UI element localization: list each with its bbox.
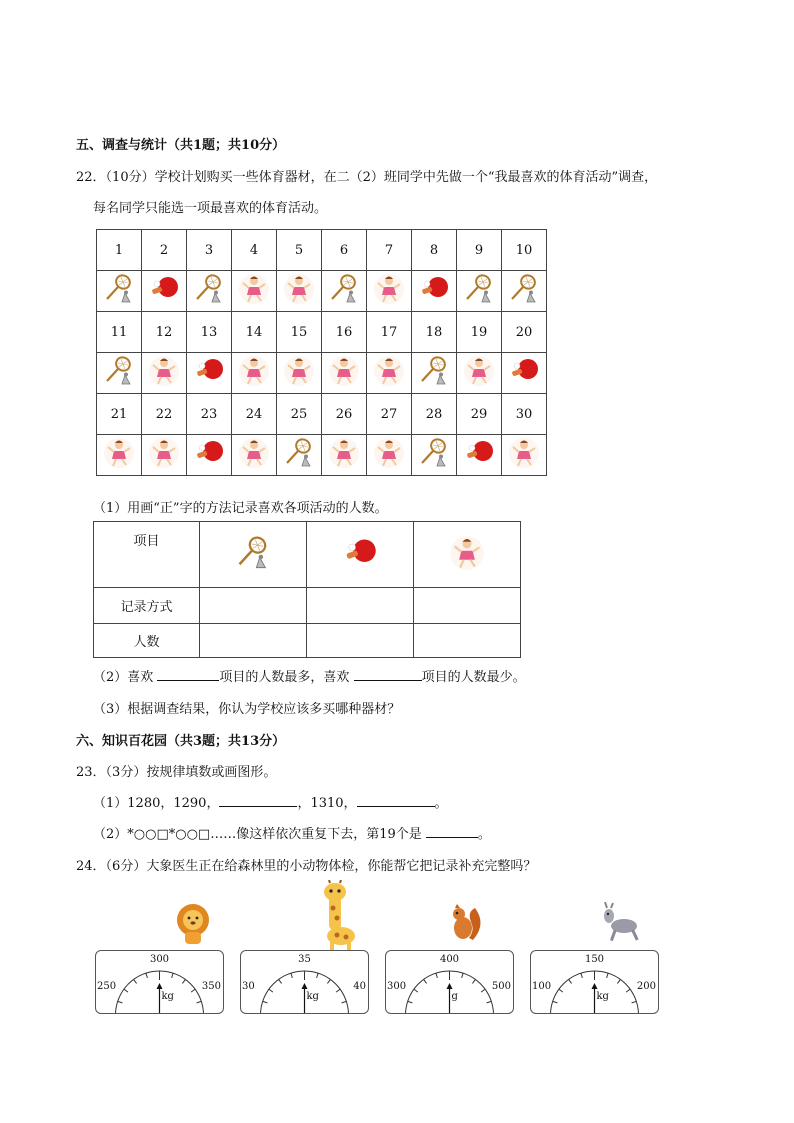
table-header-label: 项目 (94, 522, 200, 588)
student-number: 8 (412, 230, 457, 271)
squirrel-icon (445, 902, 485, 946)
scale-gauge (240, 950, 369, 1014)
dance-icon (142, 353, 187, 394)
badminton-icon (502, 271, 547, 312)
student-number: 26 (322, 394, 367, 435)
table-col-badminton (200, 522, 307, 588)
student-number: 30 (502, 394, 547, 435)
q22-line1: 22．（10分）学校计划购买一些体育器材，在二（2）班同学中先做一个“我最喜欢的体育活动”调查， (76, 170, 658, 185)
dance-icon (277, 271, 322, 312)
section-6-title: 六、知识百花园（共3题；共13分） (76, 734, 286, 749)
gauge-top-label: 300 (149, 954, 170, 965)
dance-icon (367, 435, 412, 476)
answer-blank[interactable] (426, 825, 478, 838)
answer-blank[interactable] (157, 668, 219, 681)
scale-gauge (530, 950, 659, 1014)
dance-icon (232, 435, 277, 476)
student-number: 16 (322, 312, 367, 353)
student-number: 20 (502, 312, 547, 353)
q24-line1: 24．（6分）大象医生正在给森林里的小动物体检，你能帮它把记录补充完整吗？ (76, 859, 537, 874)
gauge-unit: g (451, 991, 458, 1002)
student-number: 21 (97, 394, 142, 435)
q22-sub2-part-c: 项目的人数最少。 (421, 670, 526, 685)
badminton-icon (412, 353, 457, 394)
q22-sub2 (93, 666, 526, 685)
pingpong-icon (457, 435, 502, 476)
dance-icon (449, 560, 485, 575)
q23-line1: 23．（3分）按规律填数或画图形。 (76, 765, 277, 780)
dance-icon (277, 353, 322, 394)
gauge-unit: kg (161, 991, 174, 1002)
gauge-left-label: 30 (242, 981, 255, 992)
badminton-icon (457, 271, 502, 312)
pingpong-icon (412, 271, 457, 312)
student-number: 24 (232, 394, 277, 435)
table-row-record-label: 记录方式 (94, 588, 200, 624)
badminton-icon (235, 560, 271, 575)
lion-icon (173, 902, 213, 950)
scale-gauge (95, 950, 224, 1014)
record-table (93, 521, 521, 658)
grid-number-row (97, 230, 547, 271)
q23-sub1-part-c: 。 (434, 796, 448, 811)
table-row-count-label: 人数 (94, 624, 200, 658)
badminton-icon (322, 271, 367, 312)
pingpong-icon (142, 271, 187, 312)
student-number: 6 (322, 230, 367, 271)
student-number: 10 (502, 230, 547, 271)
gauge-right-label: 200 (636, 981, 656, 992)
student-number: 19 (457, 312, 502, 353)
gauge-unit: kg (596, 991, 609, 1002)
dance-icon (367, 271, 412, 312)
q22-sub2-part-b: 项目的人数最多，喜欢 (219, 670, 350, 685)
q23-sub2-part-b: 。 (477, 827, 491, 842)
gauge-unit: kg (306, 991, 319, 1002)
student-number: 9 (457, 230, 502, 271)
q23-sub1 (93, 792, 448, 811)
pingpong-icon (502, 353, 547, 394)
q22-line2: 每名同学只能选一项最喜欢的体育活动。 (93, 201, 328, 216)
student-number: 15 (277, 312, 322, 353)
badminton-icon (187, 271, 232, 312)
student-number: 28 (412, 394, 457, 435)
student-number: 11 (97, 312, 142, 353)
record-cell[interactable] (307, 588, 414, 624)
grid-activity-row (97, 353, 547, 394)
giraffe-icon (315, 880, 361, 958)
scale-gauges (90, 880, 665, 1020)
gauge-left-label: 300 (387, 981, 407, 992)
q23-sub2-part-a: （2）*○○□*○○□……像这样依次重复下去，第19个是 (93, 827, 422, 842)
gauge-right-label: 40 (353, 981, 366, 992)
pingpong-icon (187, 353, 232, 394)
section-5-title: 五、调查与统计（共1题；共10分） (76, 138, 286, 153)
student-number: 27 (367, 394, 412, 435)
student-number: 17 (367, 312, 412, 353)
answer-blank[interactable] (219, 794, 297, 807)
pingpong-icon (187, 435, 232, 476)
gauge-top-label: 400 (439, 954, 460, 965)
badminton-icon (97, 271, 142, 312)
student-number: 1 (97, 230, 142, 271)
student-number: 5 (277, 230, 322, 271)
table-col-pingpong (307, 522, 414, 588)
gauge-right-label: 500 (491, 981, 511, 992)
pingpong-icon (342, 560, 378, 575)
student-number: 23 (187, 394, 232, 435)
table-col-dance (414, 522, 521, 588)
count-cell[interactable] (414, 624, 521, 658)
q23-sub2 (93, 823, 491, 842)
dance-icon (502, 435, 547, 476)
grid-number-row (97, 312, 547, 353)
answer-blank[interactable] (354, 668, 422, 681)
grid-activity-row (97, 271, 547, 312)
student-number: 12 (142, 312, 187, 353)
survey-grid (96, 229, 547, 476)
student-number: 29 (457, 394, 502, 435)
q22-sub2-part-a: （2）喜欢 (93, 670, 154, 685)
student-number: 18 (412, 312, 457, 353)
badminton-icon (412, 435, 457, 476)
gauge-right-label: 350 (201, 981, 221, 992)
grid-activity-row (97, 435, 547, 476)
record-cell[interactable] (414, 588, 521, 624)
dance-icon (232, 353, 277, 394)
donkey-icon (600, 902, 644, 946)
q23-sub1-part-a: （1）1280，1290， (93, 796, 220, 811)
record-cell[interactable] (200, 588, 307, 624)
dance-icon (232, 271, 277, 312)
gauge-left-label: 250 (97, 981, 117, 992)
student-number: 3 (187, 230, 232, 271)
dance-icon (367, 353, 412, 394)
answer-blank[interactable] (357, 794, 435, 807)
q23-sub1-part-b: ，1310， (297, 796, 357, 811)
dance-icon (457, 353, 502, 394)
student-number: 4 (232, 230, 277, 271)
gauge-left-label: 100 (532, 981, 552, 992)
gauge-top-label: 150 (584, 954, 605, 965)
gauge-top-label: 35 (298, 954, 311, 965)
badminton-icon (97, 353, 142, 394)
count-cell[interactable] (307, 624, 414, 658)
q22-sub1: （1）用画“正”字的方法记录喜欢各项活动的人数。 (93, 501, 388, 516)
student-number: 7 (367, 230, 412, 271)
student-number: 22 (142, 394, 187, 435)
student-number: 13 (187, 312, 232, 353)
student-number: 25 (277, 394, 322, 435)
badminton-icon (277, 435, 322, 476)
scale-gauge (385, 950, 514, 1014)
dance-icon (322, 353, 367, 394)
dance-icon (142, 435, 187, 476)
q22-sub3: （3）根据调查结果，你认为学校应该多买哪种器材？ (93, 702, 401, 717)
grid-number-row (97, 394, 547, 435)
count-cell[interactable] (200, 624, 307, 658)
student-number: 14 (232, 312, 277, 353)
dance-icon (97, 435, 142, 476)
dance-icon (322, 435, 367, 476)
student-number: 2 (142, 230, 187, 271)
